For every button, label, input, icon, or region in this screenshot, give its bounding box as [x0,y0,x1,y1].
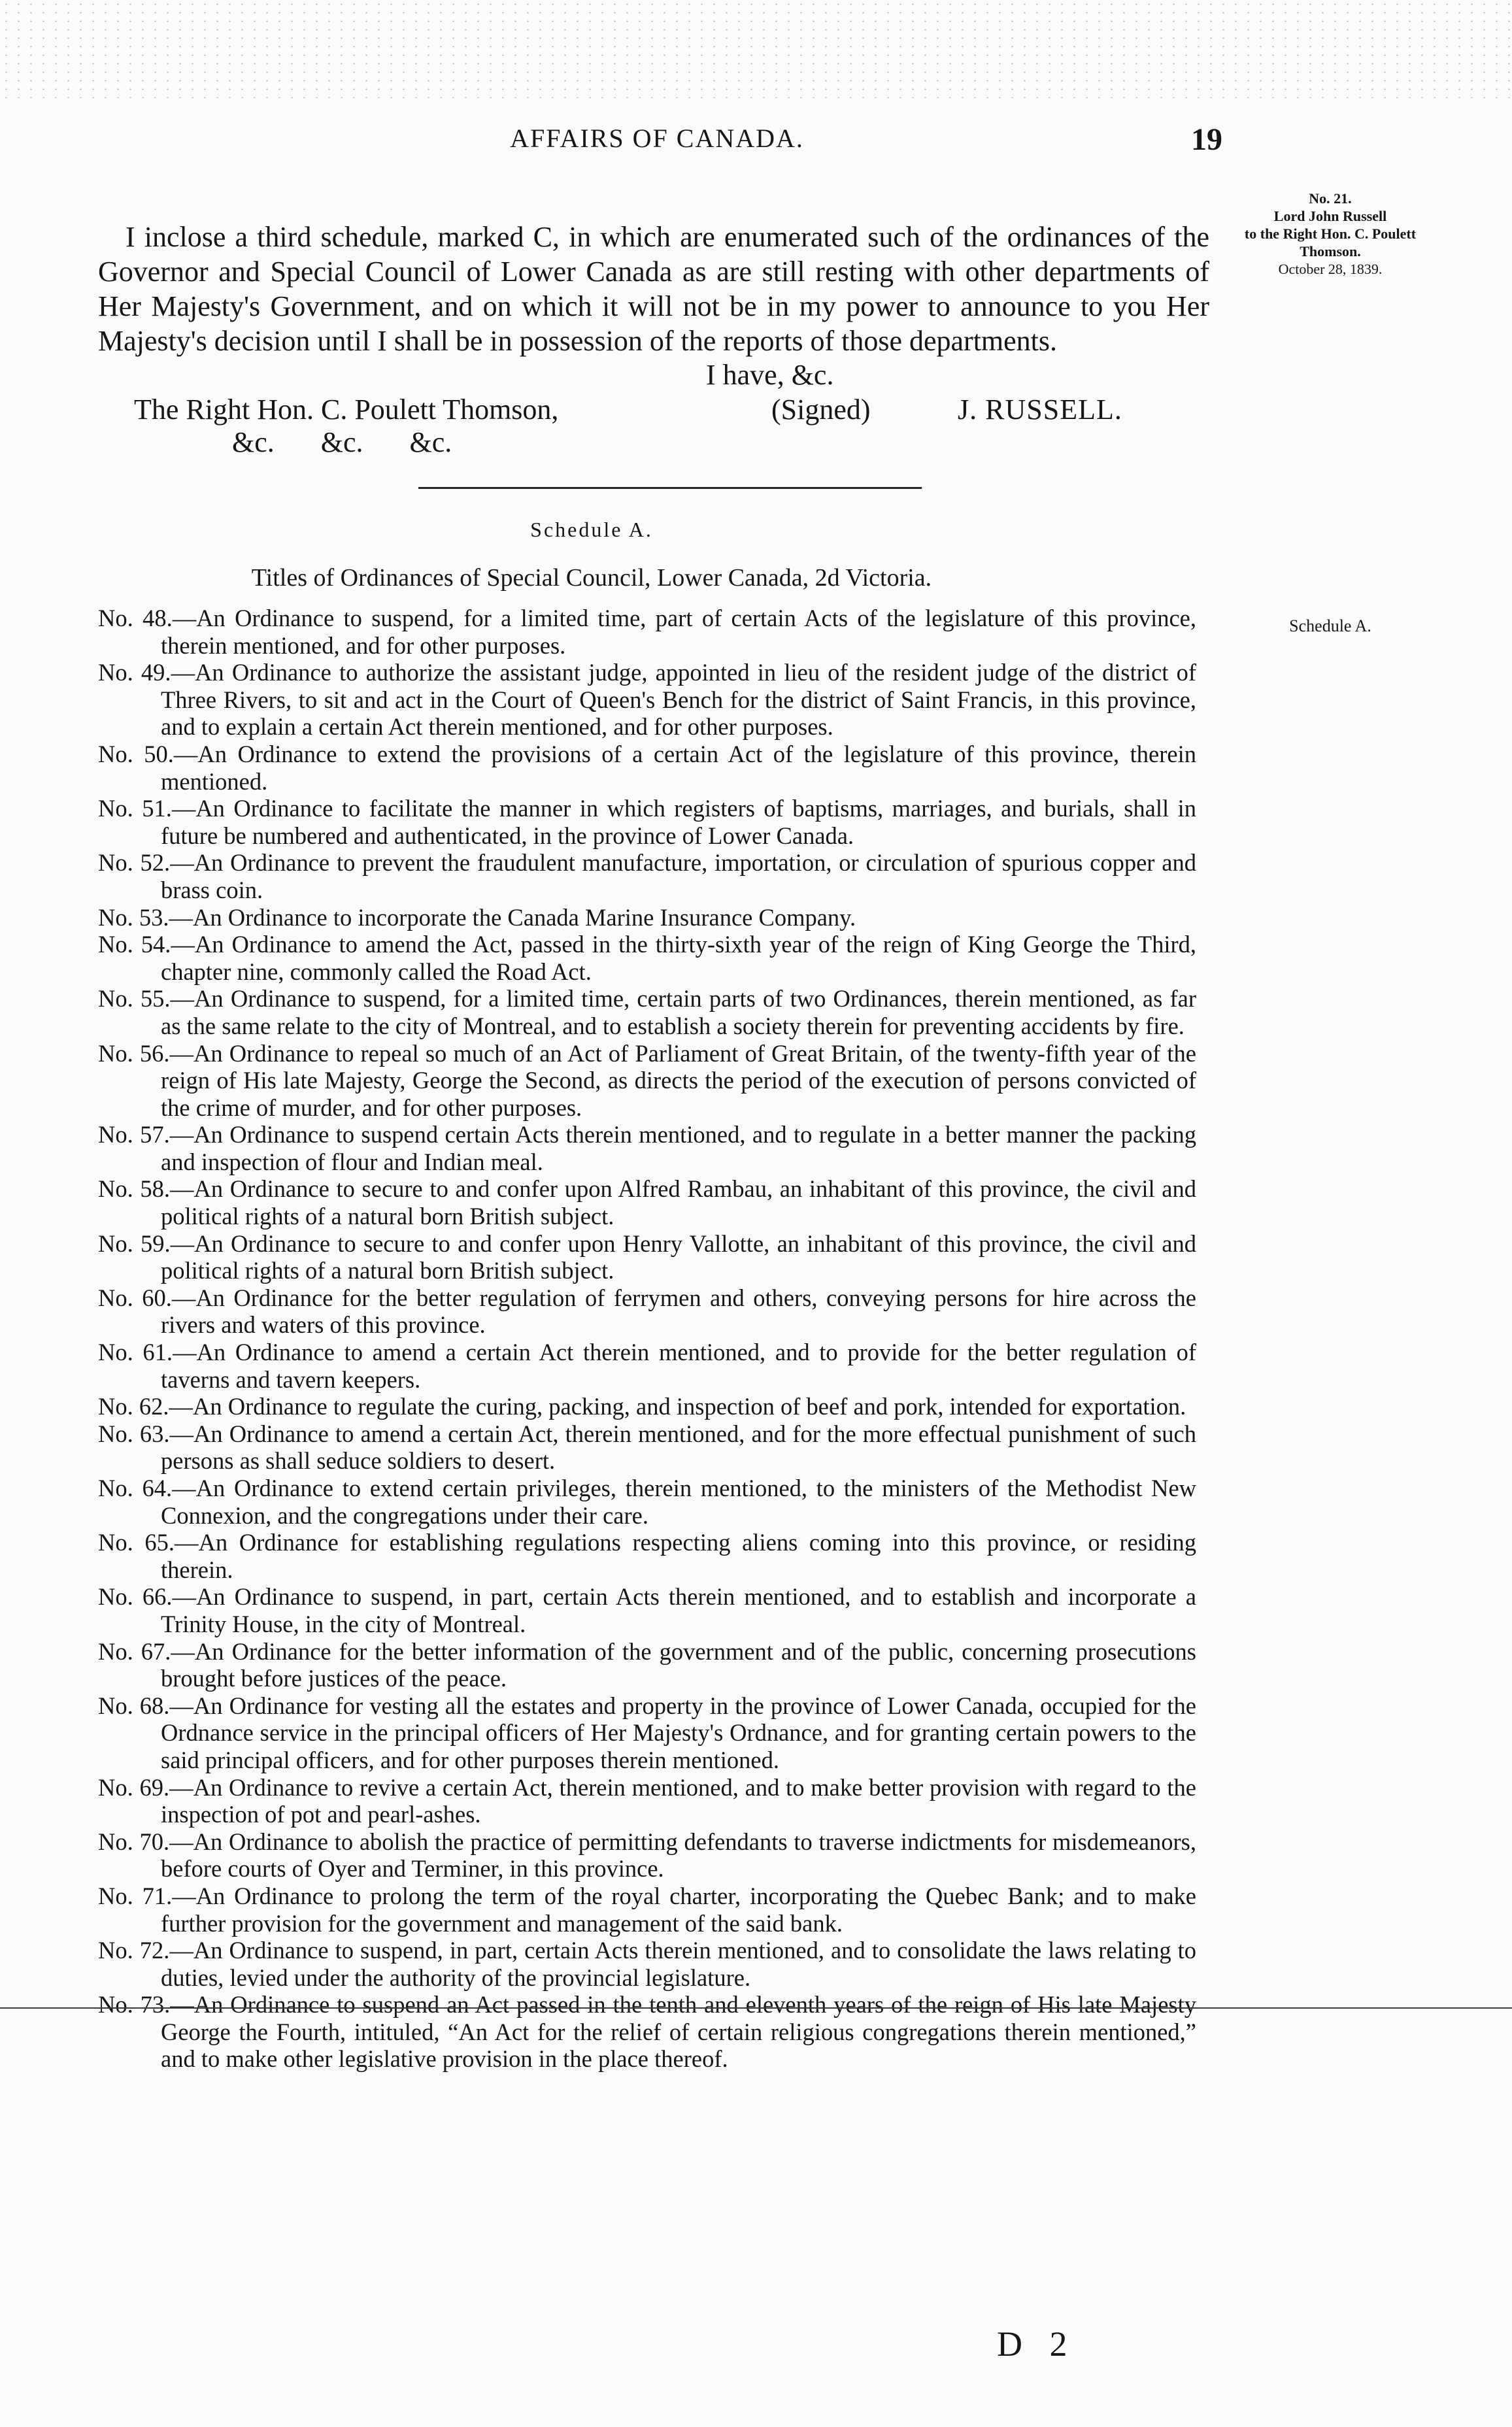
ordinance-entry [98,795,1196,849]
ordinance-title: —An Ordinance for establishing regulations respecting aliens coming into this province, or residing therein. [161,1529,1196,1583]
schedule-subtitle: Titles of Ordinances of Special Council, Lower Canada, 2d Victoria. [251,564,932,592]
ordinance-title: —An Ordinance to abolish the practice of permitting defendants to traverse indictments for misdemeanors, before courts of Oyer and Terminer, in this province. [161,1828,1197,1883]
ordinance-title: —An Ordinance to suspend certain Acts therein mentioned, and to regulate in a better manner the packing and inspection of flour and Indian meal. [161,1121,1197,1175]
ordinance-entry [98,1638,1196,1692]
letter-signature: J. RUSSELL. [958,393,1122,426]
ordinance-title: —An Ordinance to prolong the term of the royal charter, incorporating the Quebec Bank; and to make further provision for the government and management of the said bank. [161,1882,1197,1937]
ordinance-number: No. 48. [98,605,173,631]
ordinance-entry [98,1175,1196,1230]
ordinance-number: No. 70. [98,1828,170,1855]
running-head [92,123,1222,162]
ordinance-entry [98,849,1196,903]
ordinance-number: No. 68. [98,1692,170,1719]
ordinance-number: No. 73. [98,1991,171,2018]
ordinance-title: —An Ordinance to amend the Act, passed in the thirty-sixth year of the reign of King George the Third, chapter nine, commonly called the Road Act. [161,931,1196,985]
ordinance-title: —An Ordinance to incorporate the Canada Marine Insurance Company. [169,903,856,931]
section-divider [418,487,922,489]
ordinance-entry [98,1692,1196,1774]
ordinance-number: No. 56. [98,1039,170,1067]
scan-noise [0,0,1512,98]
ordinance-title: —An Ordinance to facilitate the manner in which registers of baptisms, marriages, and burials, shall in future be numbered and authenticated, in the province of Lower Canada. [161,795,1197,849]
ordinance-number: No. 72. [98,1937,170,1964]
marginal-letter-from: Lord John Russell [1273,208,1387,224]
ordinance-title: —An Ordinance to secure to and confer upon Henry Vallotte, an inhabitant of this province, the civil and political rights of a natural born British subject. [161,1230,1196,1284]
ordinance-entry [98,1420,1196,1475]
ordinance-title: —An Ordinance to suspend, in part, certain Acts therein mentioned, and to consolidate the laws relating to duties, levied under the authority of the provincial legislature. [161,1937,1196,1991]
ordinance-title: —An Ordinance to suspend, in part, certain Acts therein mentioned, and to establish and incorporate a Trinity House, in the city of Montreal. [161,1583,1196,1637]
ordinance-title: —An Ordinance to authorize the assistant judge, appointed in lieu of the resident judge of the district of Three Rivers, to sit and act in the Court of Queen's Bench for the district of Saint Francis, in this province, and to explain a certain Act therein mentioned, and for other purposes. [161,659,1197,741]
ordinance-number: No. 49. [98,659,171,686]
ordinance-entry [98,931,1196,985]
letter-paragraph: I inclose a third schedule, marked C, in which are enumerated such of the ordinances of the Governor and Special Council of Lower Canada as are still resting with other departments of Her Majesty's Government, and on which it will not be in my power to announce to you Her Majesty's decision until I shall be in possession of the reports of those departments. [98,221,1209,357]
ordinance-title: —An Ordinance to repeal so much of an Act of Parliament of Great Britain, of the twenty-fifth year of the reign of His late Majesty, George the Second, as directs the period of the execution of persons convicted of the crime of murder, and for other purposes. [161,1039,1197,1121]
ordinance-entry [98,1529,1196,1583]
ordinance-title: —An Ordinance for vesting all the estates and property in the province of Lower Canada, occupied for the Ordnance service in the principal officers of Her Majesty's Ordnance, and for granting certain powers to the said principal officers, and for other purposes therein mentioned. [161,1692,1197,1773]
ordinance-entry [98,1230,1196,1284]
page-number: 19 [1191,122,1222,157]
ordinance-number: No. 60. [98,1284,172,1311]
ordinance-entry [98,1121,1196,1175]
ordinance-entry [98,904,1196,931]
ordinance-entry [98,1583,1196,1637]
ordinance-entry [98,1991,1196,2073]
ordinance-title: —An Ordinance to suspend an Act passed in the tenth and eleventh years of the reign of His late Majesty George the Fourth, intituled, “An Act for the relief of certain religious congregations therein mentioned,” and to make other legislative provision in the place thereof. [161,1991,1196,2073]
ordinance-number: No. 50. [98,740,174,767]
ordinance-entry [98,1393,1196,1420]
scan-fold-line [0,2007,1512,2009]
ordinance-title: —An Ordinance to amend a certain Act therein mentioned, and to provide for the better regulation of taverns and tavern keepers. [161,1339,1197,1393]
ordinance-list [98,605,1196,2073]
ordinance-entry [98,1284,1196,1339]
ordinance-entry [98,741,1196,795]
running-title: AFFAIRS OF CANADA. [510,124,804,153]
ordinance-number: No. 61. [98,1339,173,1366]
ordinance-number: No. 66. [98,1583,173,1611]
ordinance-title: —An Ordinance for the better regulation of ferrymen and others, conveying persons for hire across the rivers and waters of this province. [161,1284,1197,1339]
letter-addressee: The Right Hon. C. Poulett Thomson, [134,393,559,426]
ordinance-entry [98,605,1196,659]
schedule-title: Schedule A. [530,518,653,541]
ordinance-number: No. 52. [98,849,171,877]
ordinance-number: No. 57. [98,1121,170,1148]
ordinance-entry [98,1774,1196,1828]
ordinance-entry [98,1828,1196,1883]
ordinance-number: No. 58. [98,1175,171,1203]
ordinance-entry [98,659,1196,741]
ordinance-entry [98,1937,1196,1991]
ordinance-number: No. 69. [98,1773,170,1801]
ordinance-number: No. 64. [98,1475,173,1501]
ordinance-number: No. 63. [98,1420,170,1447]
signed-mark: (Signed) [771,393,871,426]
ordinance-title: —An Ordinance to suspend, for a limited time, part of certain Acts of the legislature of this province, therein mentioned, and for other purposes. [161,605,1197,659]
ordinance-title: —An Ordinance to regulate the curing, packing, and inspection of beef and pork, intended for exportation. [169,1393,1186,1420]
ordinance-number: No. 71. [98,1882,173,1909]
marginal-letter-number: No. 21. [1309,190,1352,207]
ordinance-number: No. 59. [98,1230,171,1257]
ordinance-entry [98,1339,1196,1393]
ordinance-number: No. 53. [98,903,169,931]
ordinance-entry [98,1883,1196,1937]
ordinance-title: —An Ordinance to prevent the fraudulent manufacture, importation, or circulation of spurious copper and brass coin. [161,849,1196,903]
ordinance-entry [98,1475,1196,1529]
ordinance-title: —An Ordinance to suspend, for a limited time, certain parts of two Ordinances, therein mentioned, as far as the same relate to the city of Montreal, and to establish a society therein for preventing accidents by fire. [161,985,1196,1039]
marginal-note-letter [1222,190,1438,278]
ordinance-title: —An Ordinance to revive a certain Act, therein mentioned, and to make better provision with regard to the inspection of pot and pearl-ashes. [161,1773,1197,1828]
ordinance-number: No. 51. [98,795,172,822]
ordinance-title: —An Ordinance to secure to and confer upon Alfred Rambau, an inhabitant of this province, the civil and political rights of a natural born British subject. [161,1175,1196,1230]
printer-signature-mark: D 2 [997,2324,1077,2364]
ordinance-entry [98,1040,1196,1122]
letter-closing: I have, &c. [706,359,834,391]
marginal-note-schedule: Schedule A. [1289,616,1371,635]
ordinance-title: —An Ordinance to extend the provisions of a certain Act of the legislature of this province, therein mentioned. [161,740,1197,795]
marginal-letter-to: to the Right Hon. C. Poulett Thomson. [1244,226,1417,259]
ordinance-number: No. 67. [98,1637,171,1665]
ordinance-number: No. 54. [98,931,171,958]
ordinance-title: —An Ordinance for the better information of the government and of the public, concerning prosecutions brought before justices of the peace. [161,1637,1196,1692]
ordinance-entry [98,985,1196,1039]
letter-etc-line: &c. &c. &c. [232,426,452,458]
ordinance-title: —An Ordinance to extend certain privileges, therein mentioned, to the ministers of the Methodist New Connexion, and the congregations under their care. [161,1475,1197,1529]
marginal-letter-date: October 28, 1839. [1278,261,1383,277]
ordinance-number: No. 55. [98,985,171,1013]
ordinance-title: —An Ordinance to amend a certain Act, therein mentioned, and for the more effectual punishment of such persons as shall seduce soldiers to desert. [161,1420,1196,1475]
ordinance-number: No. 65. [98,1529,175,1556]
ordinance-number: No. 62. [98,1393,169,1420]
